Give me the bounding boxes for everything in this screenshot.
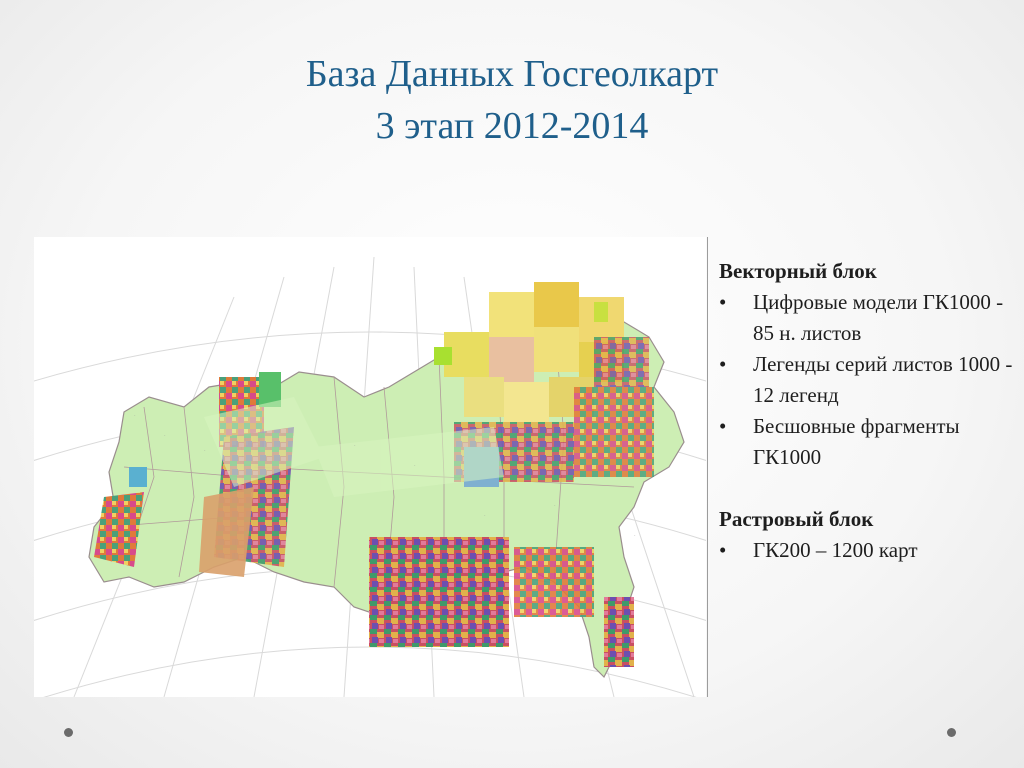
svg-text:·: · (164, 433, 166, 439)
bullet-icon: • (719, 414, 727, 438)
list-item-text: Легенды серий листов 1000 - 12 легенд (753, 352, 1013, 407)
list-item-text: ГК200 – 1200 карт (753, 538, 918, 562)
slide-title-line-2: 3 этап 2012-2014 (375, 105, 649, 147)
raster-block-list (719, 535, 1014, 566)
svg-text:·: · (634, 533, 636, 539)
svg-text:·: · (554, 503, 556, 509)
raster-block-heading: Растровый блок (719, 507, 874, 531)
svg-text:·: · (354, 443, 356, 449)
bullet-icon: • (719, 290, 727, 314)
vertical-divider (707, 237, 708, 697)
list-item-text: Бесшовные фрагменты ГК1000 (753, 414, 960, 469)
bullet-icon: • (719, 352, 727, 376)
list-item (719, 349, 1014, 411)
list-item-text: Цифровые модели ГК1000 - 85 н. листов (753, 290, 1004, 345)
slide-title (0, 48, 1024, 152)
bullet-icon: • (719, 538, 727, 562)
geological-map-image (34, 237, 706, 697)
decorative-dot-icon (64, 728, 73, 737)
svg-text:·: · (204, 448, 206, 454)
svg-text:·: · (414, 463, 416, 469)
svg-text:·: · (284, 493, 286, 499)
vector-block-list (719, 287, 1014, 473)
russia-map-icon (34, 237, 706, 697)
slide-title-line-1: База Данных Госгеолкарт (305, 53, 719, 95)
svg-text:·: · (134, 413, 136, 419)
svg-text:·: · (484, 513, 486, 519)
list-item (719, 535, 1014, 566)
vector-block-heading: Векторный блок (719, 259, 877, 283)
list-item (719, 287, 1014, 349)
decorative-dot-icon (947, 728, 956, 737)
text-panel (719, 256, 1014, 566)
list-item (719, 411, 1014, 473)
